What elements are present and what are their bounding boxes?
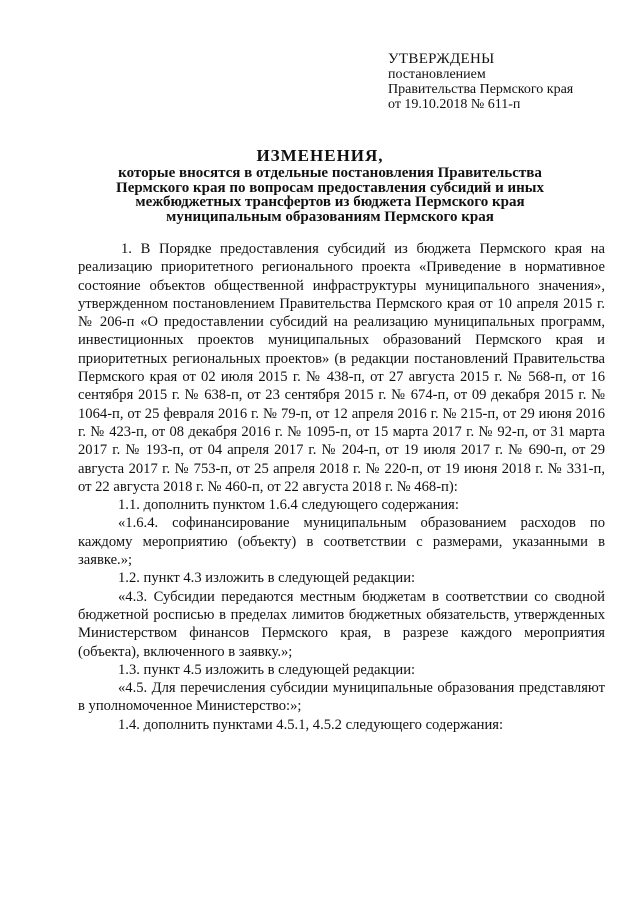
subtitle-line: муниципальным образованиям Пермского края [166, 208, 494, 225]
document-body [78, 240, 605, 734]
approval-date-line: от 19.10.2018 № 611-п [388, 97, 521, 112]
subtitle-line: межбюджетных трансфертов из бюджета Пермского края [135, 194, 525, 210]
approval-line: постановлением [388, 67, 486, 82]
paragraph-quote-1-6-4: «1.6.4. софинансирование муниципальным образованием расходов по каждому мероприятию (объекту) в соответствии с размерами, указанными в заявке.»; [78, 515, 605, 569]
approval-heading: УТВЕРЖДЕНЫ [388, 51, 495, 67]
paragraph-quote-4-5: «4.5. Для перечисления субсидии муниципальные образования представляют в уполномоченное Министерство:»; [78, 680, 605, 715]
subtitle-line: которые вносятся в отдельные постановления Правительства [118, 165, 542, 181]
approval-stamp [388, 52, 573, 112]
paragraph-quote-4-3: «4.3. Субсидии передаются местным бюджетам в соответствии со сводной бюджетной росписью в пределах лимитов бюджетных обязательств, утвержденных Министерством финансов Пермского края, в разрезе каждого мероприятия (объекта), включенного в заявку.»; [78, 588, 605, 660]
subtitle-line: Пермского края по вопросам предоставления субсидий и иных [116, 179, 544, 196]
paragraph-1-3: 1.3. пункт 4.5 изложить в следующей редакции: [118, 661, 416, 678]
paragraph-1: 1. В Порядке предоставления субсидий из бюджета Пермского края на реализацию приоритетного регионального проекта «Приведение в нормативное состояние объектов общественной инфраструктуры муниципального значения», утвержденном постановлением Правительства Пермского края от 10 апреля 2015 г. № 206-п «О предоставлении субсидий на реализацию муниципальных программ, инвестиционных проектов муниципальных образований Пермского края и приоритетных региональных проектов» (в редакции постановлений Правительства Пермского края от 02 июля 2015 г. № 438-п, от 27 августа 2015 г. № 568-п, от 16 сентября 2015 г. № 638-п, от 23 сентября 2015 г. № 674-п, от 09 декабря 2015 г. № 1064-п, от 25 февраля 2016 г. № 79-п, от 12 апреля 2016 г. № 215-п, от 29 июня 2016 г. № 423-п, от 08 декабря 2016 г. № 1095-п, от 15 марта 2017 г. № 92-п, от 31 марта 2017 г. № 193-п, от 04 апреля 2017 г. № 204-п, от 19 июля 2017 г. № 690-п, от 29 августа 2017 г. № 753-п, от 25 апреля 2018 г. № 220-п, от 19 июня 2018 г. № 331-п, от 22 августа 2018 г. № 460-п, от 22 августа 2018 г. № 468-п): [78, 241, 605, 495]
approval-line: Правительства Пермского края [388, 82, 574, 97]
paragraph-1-2: 1.2. пункт 4.3 изложить в следующей редакции: [118, 570, 416, 587]
document-title: ИЗМЕНЕНИЯ, [256, 146, 384, 165]
document-subtitle [100, 166, 560, 224]
paragraph-1-1: 1.1. дополнить пунктом 1.6.4 следующего содержания: [118, 497, 459, 514]
paragraph-1-4: 1.4. дополнить пунктами 4.5.1, 4.5.2 следующего содержания: [118, 716, 504, 733]
